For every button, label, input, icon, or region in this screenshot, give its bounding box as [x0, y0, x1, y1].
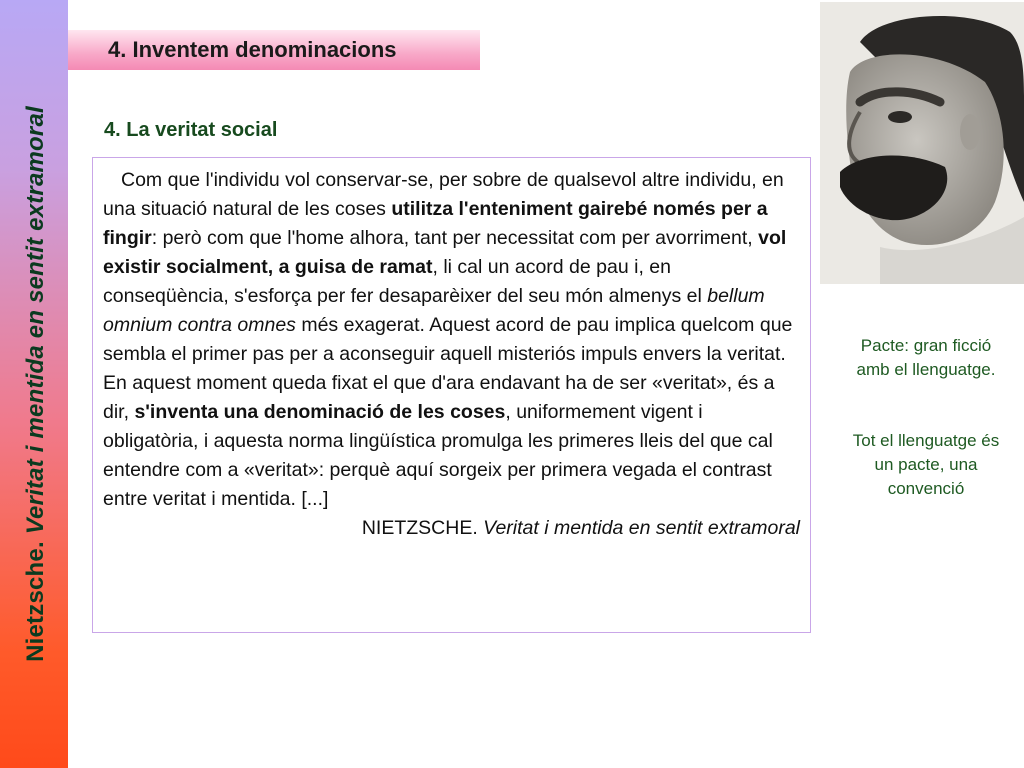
quote-part-4: més exagerat. Aquest acord de pau implica quelcom que sembla el primer pas per a aconseguir aquell misteriós impuls envers la veritat. En aquest moment queda fixat el que d'ara endavant ha de ser «veritat», és a dir, — [103, 314, 793, 423]
side-gradient-bar — [0, 0, 68, 768]
section-subtitle: 4. La veritat social — [104, 119, 278, 141]
source-author: NIETZSCHE. — [361, 517, 484, 539]
side-note-pact: Pacte: gran ficció amb el llenguatge. — [856, 336, 996, 379]
side-note-language: Tot el llenguatge és un pacte, una convenció — [852, 431, 1000, 498]
quote-text — [103, 166, 800, 514]
quote-italic-1: bellum omnium contra omnes — [103, 285, 765, 336]
quote-part-3: , li cal un acord de pau i, en conseqüència, s'esforça per fer desaparèixer del seu món almenys el — [103, 256, 708, 307]
quote-part-5: , uniformement vigent i obligatòria, i aquesta norma lingüística promulga les primeres lleis del que cal entendre com a «veritat»: perquè aquí sorgeix per primera vegada el contrast entre veritat i mentida. [...] — [103, 401, 773, 510]
banner-title: 4. Inventem denominacions — [108, 37, 397, 62]
quote-part-1: Com que l'individu vol conservar-se, per sobre de qualsevol altre individu, en una situació natural de les coses — [103, 169, 784, 220]
vertical-title-plain: Nietzsche. — [22, 534, 49, 662]
vertical-title — [22, 106, 50, 662]
vertical-title-italic: Veritat i mentida en sentit extramoral — [22, 106, 49, 535]
quote-bold-2: vol existir socialment, a guisa de ramat — [103, 227, 787, 278]
source-title: Veritat i mentida en sentit extramoral — [483, 517, 800, 539]
quote-source — [103, 514, 800, 543]
quote-bold-3: s'inventa una denominació de les coses — [134, 401, 506, 423]
quote-bold-1: utilitza l'enteniment gairebé només per a fingir — [103, 198, 768, 249]
quote-box — [92, 157, 811, 633]
nietzsche-portrait-icon — [820, 2, 1024, 284]
quote-part-2: : però com que l'home alhora, tant per necessitat com per avorriment, — [151, 227, 759, 249]
